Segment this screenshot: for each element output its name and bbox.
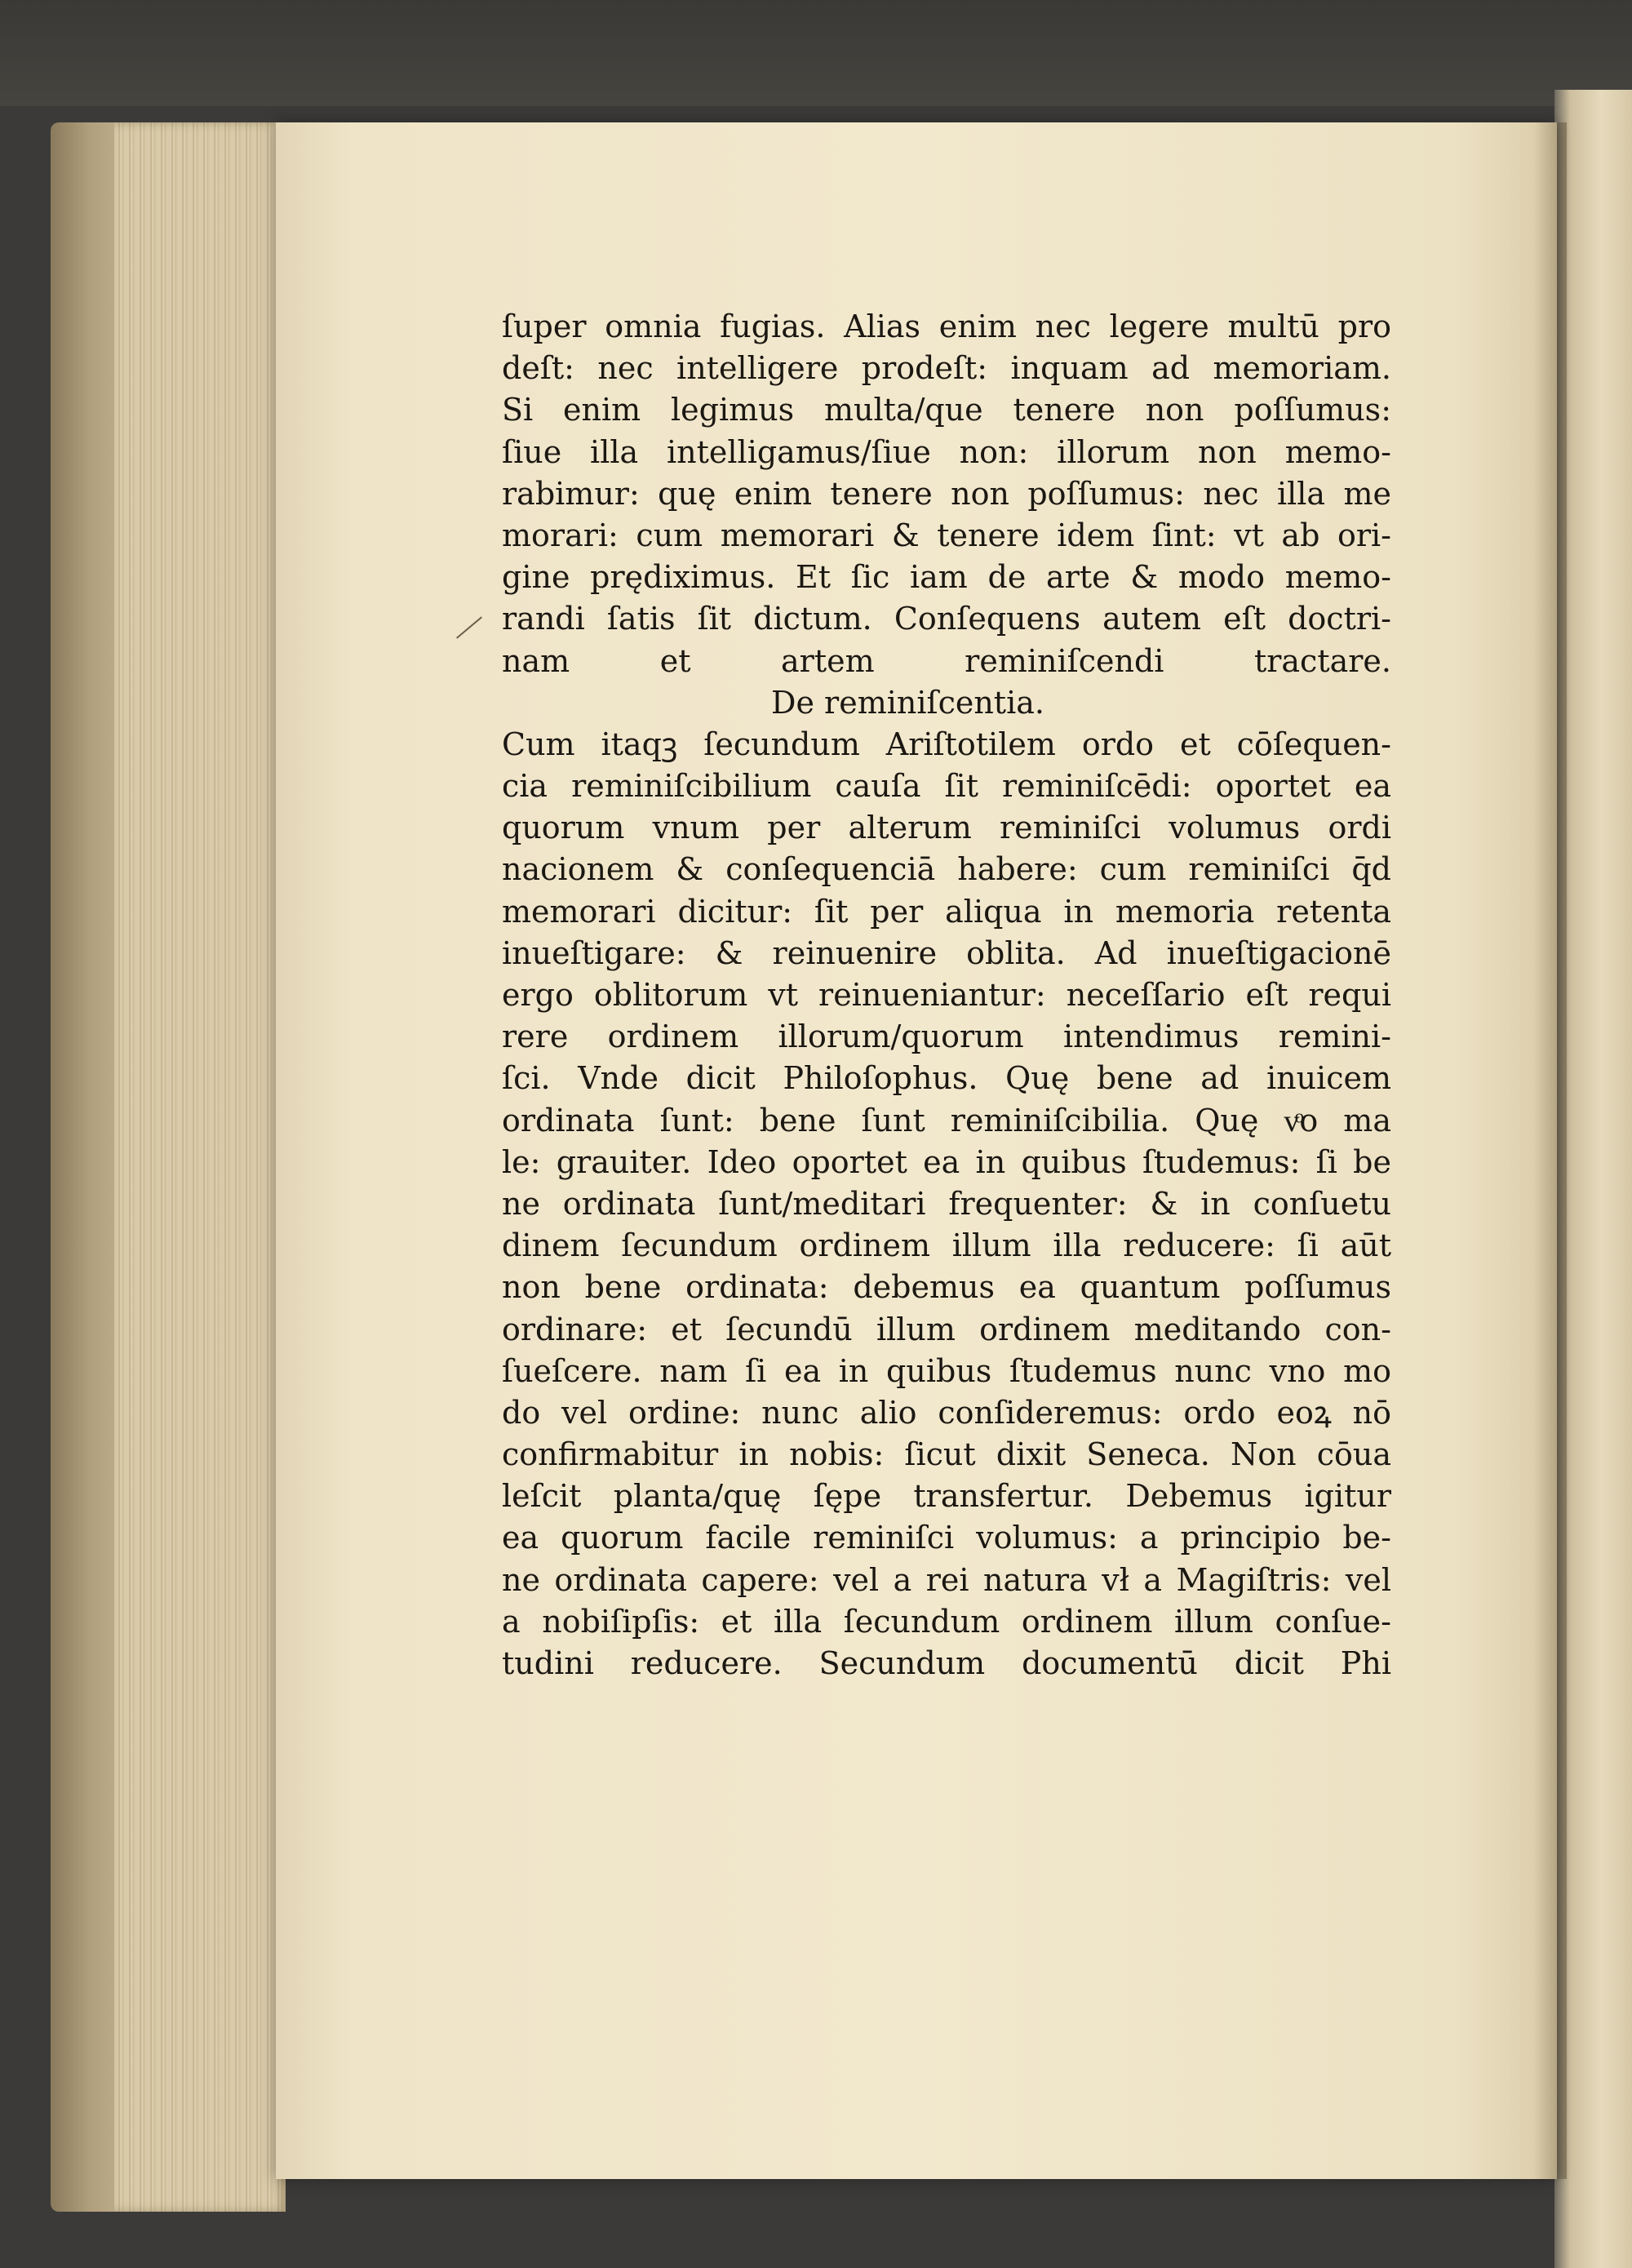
text-line: Cum itaqꝫ ſecundum Ariſtotilem ordo et cōſequen- [502,726,1391,762]
text-line: quorum vnum per alterum reminiſci volumus ordi [502,810,1391,846]
text-line: tudini reducere. Secundum documentū dicit Phi [502,1645,1391,1681]
text-line: ordinare: et ſecundū illum ordinem meditando con- [502,1311,1391,1347]
text-line: memorari dicitur: ſit per aliqua in memoria retenta [502,893,1391,930]
text-line: nam et artem reminiſcendi tractare. [502,642,1391,679]
text-line: deſt: nec intelligere prodeſt: inquam ad memoriam. [502,350,1391,387]
text-line: ſueſcere. nam ſi ea in quibus ſtudemus nunc vno mo [502,1352,1391,1389]
text-line: Si enim legimus multa/que tenere non poſſumus: [502,392,1391,428]
text-line: rere ordinem illorum/quorum intendimus remini- [502,1019,1391,1055]
section-heading: De reminiſcentia. [771,684,1044,721]
text-line: ea quorum facile reminiſci volumus: a principio be- [502,1520,1391,1556]
text-line: cia reminiſcibilium cauſa ſit reminiſcēdi: oportet ea [502,768,1391,805]
text-block [502,306,1391,1684]
text-line: morari: cum memorari & tenere idem ſint: vt ab ori- [502,517,1391,553]
text-line: dinem ſecundum ordinem illum illa reducere: ſi aūt [502,1227,1391,1264]
text-line: gine prędiximus. Et ſic iam de arte & modo memo- [502,559,1391,596]
backdrop [0,0,1632,106]
page-edges [114,122,286,2212]
text-line: ergo oblitorum vt reinueniantur: neceſſario eſt requi [502,977,1391,1013]
text-line: ſuper omnia fugias. Alias enim nec legere multū pro [502,308,1391,344]
text-line: rabimur: quę enim tenere non poſſumus: nec illa me [502,475,1391,512]
gutter-shadow [1534,122,1567,2179]
text-line: ſci. Vnde dicit Philoſophus. Quę bene ad inuicem [502,1060,1391,1097]
text-line: nacionem & conſequenciā habere: cum reminiſci q̄d [502,851,1391,888]
text-line: ne ordinata ſunt/meditari frequenter: & in conſuetu [502,1185,1391,1222]
text-line: do vel ordine: nunc alio conſideremus: ordo eoꝝ nō [502,1394,1391,1431]
text-line: randi ſatis ſit dictum. Conſequens autem eſt doctri- [502,601,1391,637]
text-line: inueſtigare: & reinuenire oblita. Ad inueſtigacionē [502,934,1391,971]
text-line: ne ordinata capere: vel a rei natura vł a Magiſtris: vel [502,1561,1391,1598]
text-line: a nobiſipſis: et illa ſecundum ordinem illum conſue- [502,1603,1391,1640]
text-line: leſcit planta/quę ſępe transfertur. Debemus igitur [502,1478,1391,1515]
text-line: le: grauiter. Ideo oportet ea in quibus ſtudemus: ſi be [502,1143,1391,1180]
text-line: ſiue illa intelligamus/ſiue non: illorum non memo- [502,433,1391,470]
text-line: ordinata ſunt: bene ſunt reminiſcibilia. Quę vͦo ma [502,1102,1391,1138]
text-line: confirmabitur in nobis: ſicut dixit Seneca. Non cōua [502,1436,1391,1473]
text-line: non bene ordinata: debemus ea quantum poſſumus [502,1269,1391,1306]
